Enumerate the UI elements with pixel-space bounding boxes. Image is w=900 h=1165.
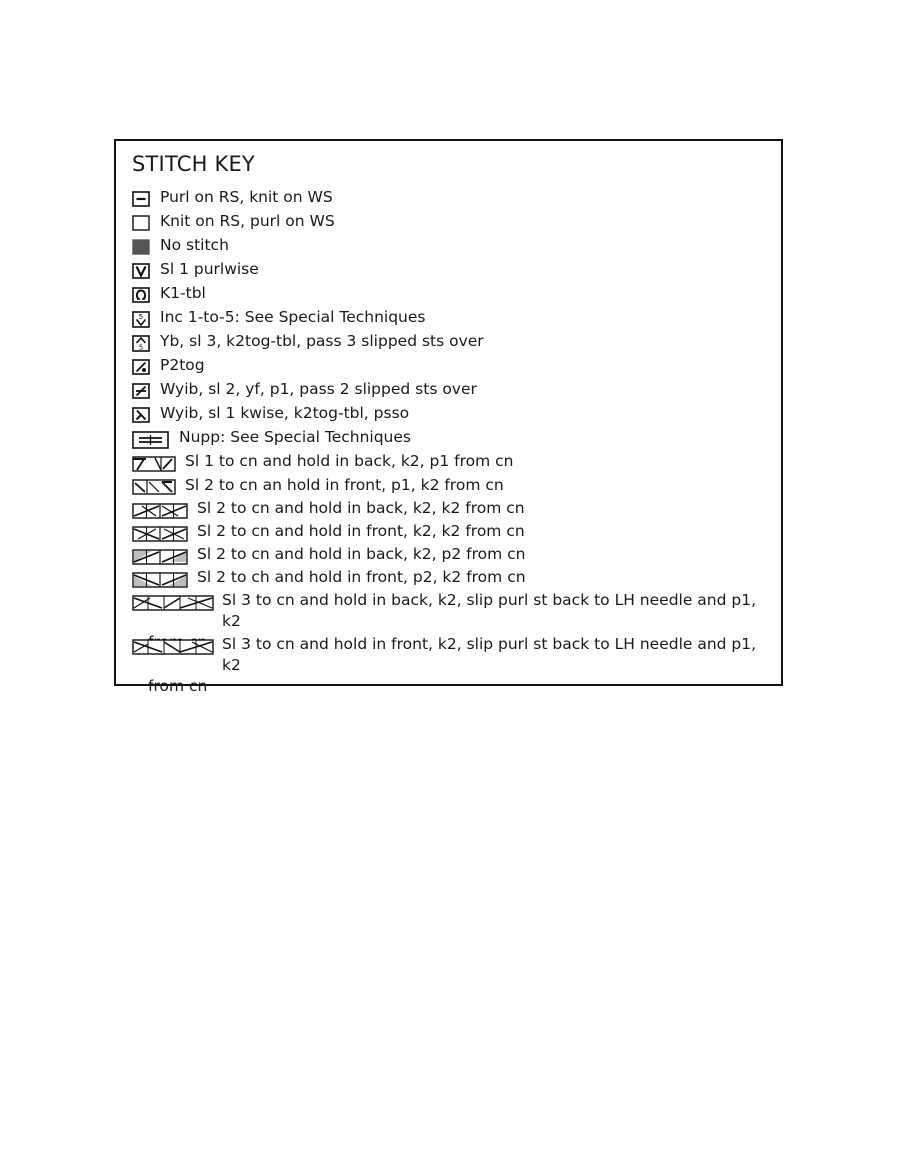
key-label-cable-3-front-block — [148, 634, 768, 697]
key-label-knit: Knit on RS, purl on WS — [160, 212, 335, 230]
key-label-no-stitch: No stitch — [160, 236, 229, 254]
key-label-wyib-sl1-kwise: Wyib, sl 1 kwise, k2tog-tbl, psso — [160, 404, 410, 422]
key-label-cable-2-1-back: Sl 1 to cn and hold in back, k2, p1 from cn — [185, 452, 514, 470]
p2tog-icon — [132, 359, 150, 375]
purl-icon — [132, 191, 150, 207]
cable-2-1-front-icon — [132, 479, 176, 495]
cable-2-1-back-icon — [132, 456, 176, 472]
key-label-inc-1-to-5: Inc 1-to-5: See Special Techniques — [160, 308, 426, 326]
key-label-cable-2-2-back: Sl 2 to cn and hold in back, k2, k2 from cn — [197, 499, 525, 517]
knit-icon — [132, 215, 150, 231]
key-label-cable-2-2-front-purl: Sl 2 to ch and hold in front, p2, k2 from cn — [197, 568, 526, 586]
stitch-key-title: STITCH KEY — [132, 152, 255, 176]
key-label-cable-2-2-front: Sl 2 to cn and hold in front, k2, k2 from cn — [197, 522, 525, 540]
key-label-cable-2-1-front: Sl 2 to cn an hold in front, p1, k2 from cn — [185, 476, 504, 494]
cable-2-2-front-icon — [132, 526, 188, 542]
inc-1-to-5-icon — [132, 311, 150, 328]
svg-text:5: 5 — [138, 343, 144, 352]
cable-2-2-back-icon — [132, 503, 188, 519]
key-label-cable-3-back: Sl 3 to cn and hold in back, k2, slip purl st back to LH needle and p1, k2 — [222, 591, 757, 630]
key-label-k1-tbl: K1-tbl — [160, 284, 206, 302]
wyib-sl1-kwise-icon — [132, 407, 150, 423]
key-label-cable-2-2-back-purl: Sl 2 to cn and hold in back, k2, p2 from cn — [197, 545, 526, 563]
no-stitch-icon — [132, 239, 150, 255]
key-label-yb-sl3: Yb, sl 3, k2tog-tbl, pass 3 slipped sts over — [160, 332, 484, 350]
slip-purlwise-icon — [132, 263, 150, 279]
key-label-p2tog: P2tog — [160, 356, 205, 374]
cable-2-2-front-purl-icon — [132, 572, 188, 588]
key-label-purl: Purl on RS, knit on WS — [160, 188, 333, 206]
key-label-wyib-sl2: Wyib, sl 2, yf, p1, pass 2 slipped sts over — [160, 380, 477, 398]
key-label-cable-3-front: Sl 3 to cn and hold in front, k2, slip purl st back to LH needle and p1, k2 — [222, 635, 757, 674]
svg-text:5: 5 — [138, 313, 144, 321]
wyib-sl2-icon — [132, 383, 150, 399]
key-label-nupp: Nupp: See Special Techniques — [179, 428, 411, 446]
key-label-cable-3-front-cont: from cn — [148, 677, 208, 695]
nupp-icon — [132, 431, 169, 449]
k1-tbl-icon — [132, 287, 150, 303]
cable-2-2-back-purl-icon — [132, 549, 188, 565]
yb-sl3-icon — [132, 335, 150, 352]
key-label-slip-purlwise: Sl 1 purlwise — [160, 260, 259, 278]
